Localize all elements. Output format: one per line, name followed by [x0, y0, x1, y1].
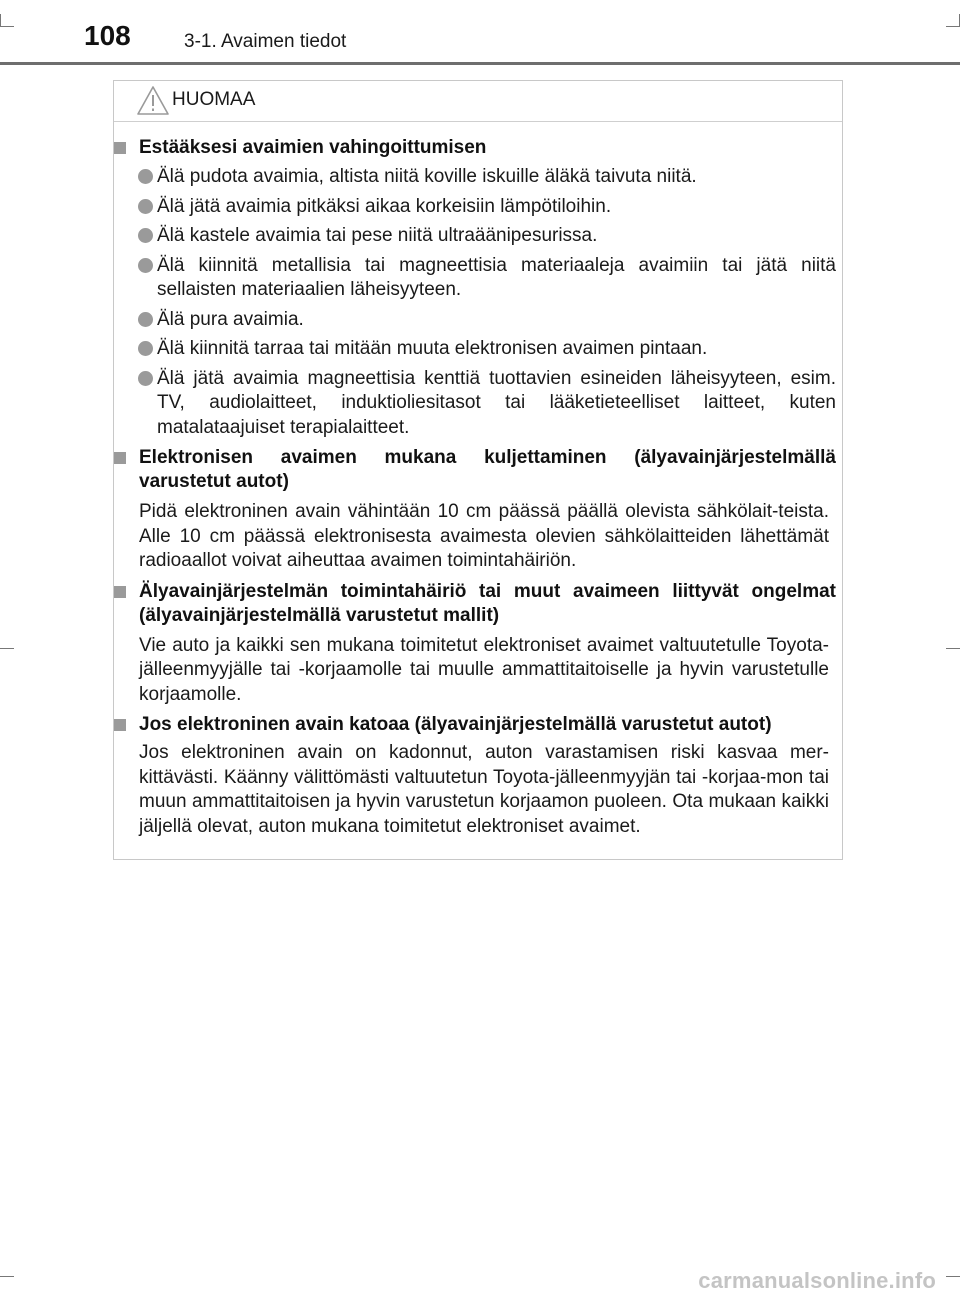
round-bullet-icon [138, 312, 153, 327]
section-heading: Estääksesi avaimien vahingoittumisen [114, 136, 844, 160]
crop-mark [0, 14, 1, 26]
notice-body [114, 136, 844, 839]
list-item: Älä pudota avaimia, altista niitä koville iskuille äläkä taivuta niitä. [114, 165, 844, 190]
header-rule [0, 62, 960, 65]
warning-triangle-icon [136, 85, 170, 116]
crop-mark [946, 1276, 960, 1277]
square-bullet-icon [114, 452, 126, 464]
crop-mark [0, 26, 14, 27]
notice-section [114, 446, 844, 574]
section-heading: Älyavainjärjestelmän toimintahäiriö tai muut avaimeen liittyvät ongelmat (älyavainjärjestelmällä varustetut mallit) [114, 580, 844, 628]
notice-section [114, 136, 844, 440]
square-bullet-icon [114, 719, 126, 731]
round-bullet-icon [138, 258, 153, 273]
section-text: Jos elektroninen avain on kadonnut, auton varastamisen riski kasvaa mer-kittävästi. Käänny välittömästi valtuutetun Toyota-jälleenmyyjän tai -korjaa-mon tai muun ammattitaitoisen ja hyvin varustetun korjaamon puoleen. Ota mukaan kaikki jäljellä olevat, auton mukana toimitetut elektroniset avaimet. [139, 742, 829, 837]
section-heading: Elektronisen avaimen mukana kuljettaminen (älyavainjärjestelmällä varustetut autot) [114, 446, 844, 494]
section-text: Pidä elektroninen avain vähintään 10 cm päässä päällä olevista sähkölait-teista. Alle 10 cm päässä elektronisesta avaimesta olevien sähkölaitteiden lähettämät radioaallot voivat aiheuttaa avaimen toimintahäiriön. [139, 501, 829, 571]
round-bullet-icon [138, 371, 153, 386]
notice-header [114, 81, 842, 122]
list-item: Älä kastele avaimia tai pese niitä ultraäänipesurissa. [114, 224, 844, 249]
list-item: Älä jätä avaimia magneettisia kenttiä tuottavien esineiden läheisyyteen, esim. TV, audiolaitteet, induktioliesitasot tai lääketieteelliset laitteet, kuten matalataajuiset terapialaitteet. [114, 367, 844, 441]
crop-mark [0, 1276, 14, 1277]
list-item: Älä kiinnitä tarraa tai mitään muuta elektronisen avaimen pintaan. [114, 337, 844, 362]
round-bullet-icon [138, 169, 153, 184]
round-bullet-icon [138, 199, 153, 214]
list-item: Älä pura avaimia. [114, 308, 844, 333]
list-item: Älä kiinnitä metallisia tai magneettisia materiaaleja avaimiin tai jätä niitä sellaisten materiaalien läheisyyteen. [114, 254, 844, 303]
watermark: carmanualsonline.info [698, 1268, 936, 1293]
notice-box [113, 80, 843, 860]
section-text: Vie auto ja kaikki sen mukana toimitetut elektroniset avaimet valtuutetulle Toyota-jälleenmyyjälle tai -korjaamolle tai muulle ammattitaitoiselle ja hyvin varustetulle korjaamolle. [139, 634, 829, 705]
crop-mark [946, 648, 960, 649]
page-number: 108 [84, 20, 131, 51]
crop-mark [0, 648, 14, 649]
notice-title: HUOMAA [172, 89, 256, 110]
square-bullet-icon [114, 586, 126, 598]
crop-mark [946, 26, 960, 27]
list-item: Älä jätä avaimia pitkäksi aikaa korkeisiin lämpötiloihin. [114, 195, 844, 220]
section-title: 3-1. Avaimen tiedot [184, 31, 347, 52]
round-bullet-icon [138, 228, 153, 243]
section-heading: Jos elektroninen avain katoaa (älyavainjärjestelmällä varustetut autot) [114, 713, 844, 737]
square-bullet-icon [114, 142, 126, 154]
notice-section [114, 713, 844, 839]
round-bullet-icon [138, 341, 153, 356]
notice-section [114, 580, 844, 708]
